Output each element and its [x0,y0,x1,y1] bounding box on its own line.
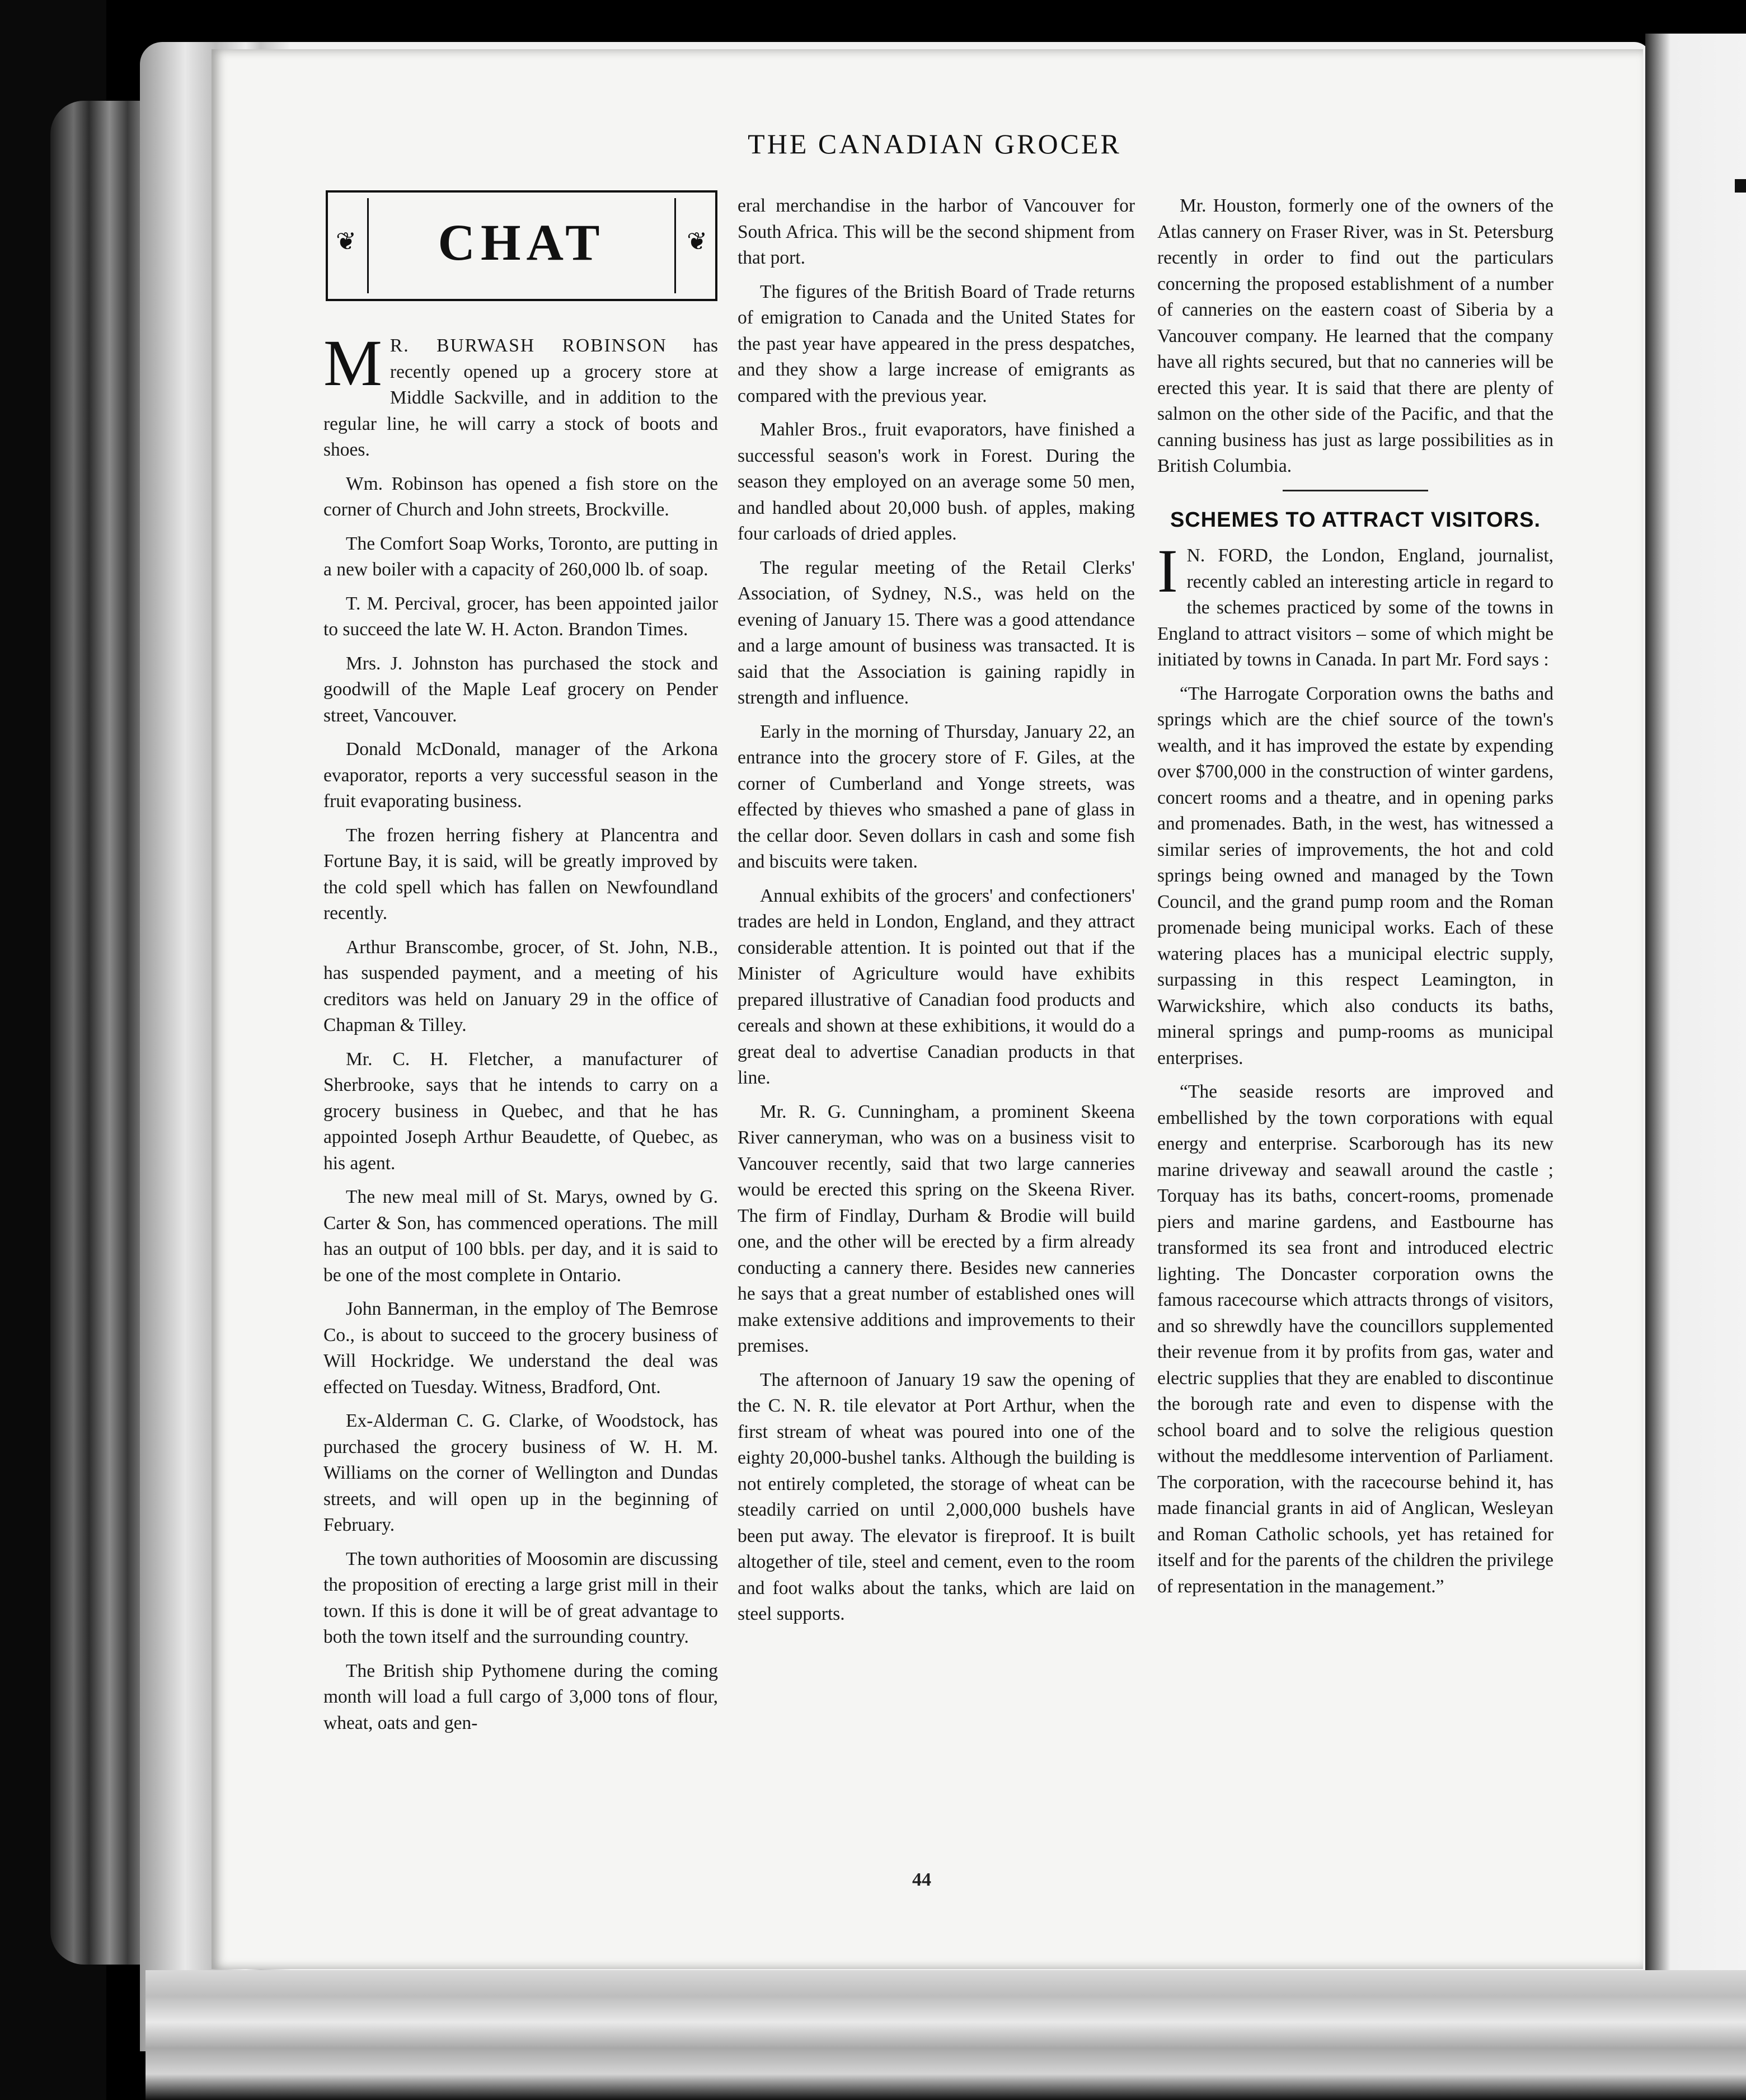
news-item: Mahler Bros., fruit evaporators, have finished a successful season's work in Forest. During the season they employed on an average some 50 men, and handled about 20,000 bush. of apples, making four carloads of dried apples. [738,419,1135,544]
lead-name: R. BURWASH ROBINSON [389,335,667,356]
section-title: CHAT [438,214,606,271]
leaf-ornament-icon: ❦ [687,228,707,255]
news-item: The frozen herring fishery at Plancentra and Fortune Bay, it is said, will be greatly improved by the cold spell which has fallen on Newfoundland recently. [323,824,718,924]
chat-heading-box [326,190,717,301]
leaf-ornament-icon: ❦ [336,228,356,255]
column-1 [323,326,718,1744]
news-item-continued: eral merchandise in the harbor of Vancouver for South Africa. This will be the second shipment from that port. [738,195,1135,268]
quoted-paragraph: “The seaside resorts are improved and embellished by the town corporations with equal energy and enterprise. Scarborough has its new marine driveway and seawall around the castle ; Torquay has its baths, concert-rooms, promenade piers and marine gardens, and Eastbourne has transformed its sea front and introduced electric lighting. The Doncaster corporation owns the famous racecourse which attracts throngs of visitors, and so shrewdly have the councillors supplemented their revenue from it by profits from gas, water and electric supplies that they are enabled to discontinue the borough rate and even to dispense with the school board and to solve the religious question without the meddlesome intervention of Parliament. The corporation, with the racecourse behind it, has made financial grants in aid of Anglican, Wesleyan and Roman Catholic schools, yet has retained for itself and for the parents of the children the privilege of representation in the management.” [1157,1081,1553,1597]
news-item: T. M. Percival, grocer, has been appointed jailor to succeed the late W. H. Acton. Brandon Times. [323,593,718,640]
news-item: Mr. C. H. Fletcher, a manufacturer of Sherbrooke, says that he intends to carry on a grocery business in Quebec, and that he has appointed Joseph Arthur Beaudette, of Quebec, as his agent. [323,1048,718,1174]
quoted-paragraph: “The Harrogate Corporation owns the baths and springs which are the chief source of the town's wealth, and it has improved the estate by expending over $700,000 in the construction of winter gardens, concert rooms and a theatre, and in opening parks and promenades. Bath, in the west, has witnessed a similar series of improvements, the hot and cold springs being owned and managed by the Town Council, and the grand pump room and the Roman promenade being municipal works. Each of these watering places has a municipal electric supply, surpassing in this respect Leamington, in Warwickshire, which also conducts its baths, mineral springs and pump-rooms as municipal enterprises. [1157,683,1553,1068]
news-item: Early in the morning of Thursday, January 22, an entrance into the grocery store of F. Giles, at the corner of Cumberland and Yonge streets, was effected by thieves who smashed a pane of glass in the cellar door. Seven dollars in cash and some fish and biscuits were taken. [738,721,1135,872]
drop-cap: I [1157,537,1178,605]
column-3 [1157,193,1553,1607]
news-item: Mr. R. G. Cunningham, a prominent Skeena River canneryman, who was on a business visit to Vancouver recently, said that two large canneries would be erected this spring on the Skeena River. The firm of Findlay, Durham & Brodie will build one, and the other will be erected by a firm already conducting a cannery there. Besides new canneries he says that a great number of established ones will make extensive additions and improvements to their premises. [738,1101,1135,1356]
drop-cap: M [323,326,382,400]
page-number: 44 [912,1869,931,1890]
adjacent-page-mark [1735,179,1746,193]
section-divider [1283,490,1428,491]
article-lead [1157,537,1553,673]
news-item: Mr. Houston, formerly one of the owners of the Atlas cannery on Fraser River, was in St. Petersburg recently in order to find out the particulars concerning the proposed establishment of a number of canneries on the eastern coast of Siberia by a Vancouver company. He learned that the company have all rights secured, but that no canneries will be erected this year. It is said that there are plenty of salmon on the other side of the Pacific, and that the canning business has just as large possibilities as in British Columbia. [1157,195,1553,476]
lead-text: has recently opened up a grocery store at Middle Sackville, and in addition to the regular line, he will carry a stock of boots and shoes. [323,335,718,460]
news-item: The new meal mill of St. Marys, owned by G. Carter & Son, has commenced operations. The mill has an output of 100 bbls. per day, and it is said to be one of the most complete in Ontario. [323,1187,718,1286]
adjacent-page-edge [1645,34,1746,1976]
lead-paragraph [323,326,718,463]
article-lead-text: N. FORD, the London, England, journalist, recently cabled an interesting article in regard to the schemes practiced by some of the towns in England to attract visitors – some of which might be initiated by towns in Canada. In part Mr. Ford says : [1157,545,1553,670]
column-2 [738,193,1135,1635]
running-title: THE CANADIAN GROCER [748,128,1121,160]
article-heading: SCHEMES TO ATTRACT VISITORS. [1170,508,1541,532]
news-item: Donald McDonald, manager of the Arkona evaporator, reports a very successful season in the fruit evaporating business. [323,739,718,812]
news-item: The British ship Pythomene during the coming month will load a full cargo of 3,000 tons of flour, wheat, oats and gen- [323,1660,718,1733]
news-item: The afternoon of January 19 saw the opening of the C. N. R. tile elevator at Port Arthur, when the first stream of wheat was poured into one of the eighty 20,000-bushel tanks. Although the building is not entirely completed, the storage of wheat can be steadily carried on until 2,000,000 bushels have been put away. The elevator is fireproof. It is built altogether of tile, steel and cement, even to the room and foot walks about the tanks, which are laid on steel supports. [738,1369,1135,1624]
page-bottom-edge [146,1970,1746,2100]
news-item: Wm. Robinson has opened a fish store on the corner of Church and John streets, Brockville. [323,473,718,520]
news-item: The figures of the British Board of Trade returns of emigration to Canada and the United States for the past year have appeared in the press despatches, and they show a large increase of emigrants as compared with the previous year. [738,281,1135,406]
news-item: John Bannerman, in the employ of The Bemrose Co., is about to succeed to the grocery business of Will Hockridge. We understand the deal was effected on Tuesday. Witness, Bradford, Ont. [323,1299,718,1398]
news-item: The Comfort Soap Works, Toronto, are putting in a new boiler with a capacity of 260,000 lb. of soap. [323,533,718,580]
news-item: The regular meeting of the Retail Clerks' Association, of Sydney, N.S., was held on the evening of January 15. There was a good attendance and a large amount of business was transacted. It is said that the Association is gaining rapidly in strength and influence. [738,557,1135,708]
news-item: Ex-Alderman C. G. Clarke, of Woodstock, has purchased the grocery business of W. H. M. Williams on the corner of Wellington and Dundas streets, and will open up in the beginning of February. [323,1410,718,1535]
news-item: Mrs. J. Johnston has purchased the stock and goodwill of the Maple Leaf grocery on Pender street, Vancouver. [323,653,718,726]
news-item: Annual exhibits of the grocers' and confectioners' trades are held in London, England, and they attract considerable attention. It is pointed out that if the Minister of Agriculture would have exhibits prepared illustrative of Canadian food products and cereals and shown at these exhibitions, it would do a great deal to advertise Canadian products in that line. [738,885,1135,1088]
news-item: Arthur Branscombe, grocer, of St. John, N.B., has suspended payment, and a meeting of his creditors was held on January 29 in the office of Chapman & Tilley. [323,936,718,1035]
news-item: The town authorities of Moosomin are discussing the proposition of erecting a large grist mill in their town. If this is done it will be of great advantage to both the town itself and the surrounding country. [323,1548,718,1647]
